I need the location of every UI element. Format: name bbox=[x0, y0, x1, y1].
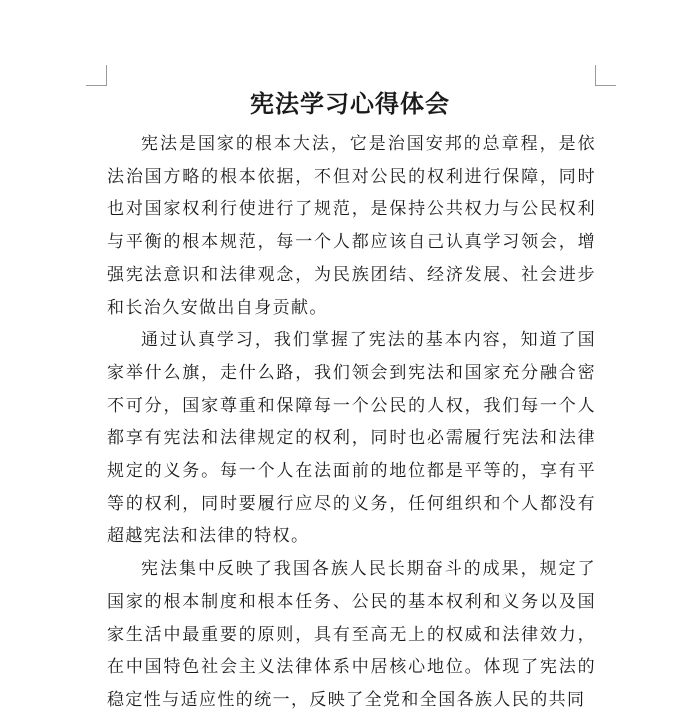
document-body bbox=[107, 128, 596, 717]
page-corner-mark-top-left bbox=[86, 65, 107, 86]
paragraph: 宪法是国家的根本大法，它是治国安邦的总章程，是依法治国方略的根本依据，不但对公民的权利进行保障，同时也对国家权利行使进行了规范，是保持公共权力与公民权利与平衡的根本规范，每一个人都应该自己认真学习领会，增强宪法意识和法律观念，为民族团结、经济发展、社会进步和长治久安做出自身贡献。 bbox=[107, 134, 596, 318]
page-corner-mark-top-right bbox=[595, 65, 616, 86]
paragraph: 通过认真学习，我们掌握了宪法的基本内容，知道了国家举什么旗，走什么路，我们领会到宪法和国家充分融合密不可分，国家尊重和保障每一个公民的人权，我们每一个人都享有宪法和法律规定的权利，同时也必需履行宪法和法律规定的义务。每一个人在法面前的地位都是平等的，享有平等的权利，同时要履行应尽的义务，任何组织和个人都没有超越宪法和法律的特权。 bbox=[107, 330, 596, 547]
paragraph: 宪法集中反映了我国各族人民长期奋斗的成果，规定了国家的根本制度和根本任务、公民的基本权利和义务以及国家生活中最重要的原则，具有至高无上的权威和法律效力，在中国特色社会主义法律体系中居核心地位。体现了宪法的稳定性与适应性的统一，反映了全党和全国各族人民的共同 bbox=[107, 559, 596, 710]
document-title: 宪法学习心得体会 bbox=[250, 89, 450, 118]
